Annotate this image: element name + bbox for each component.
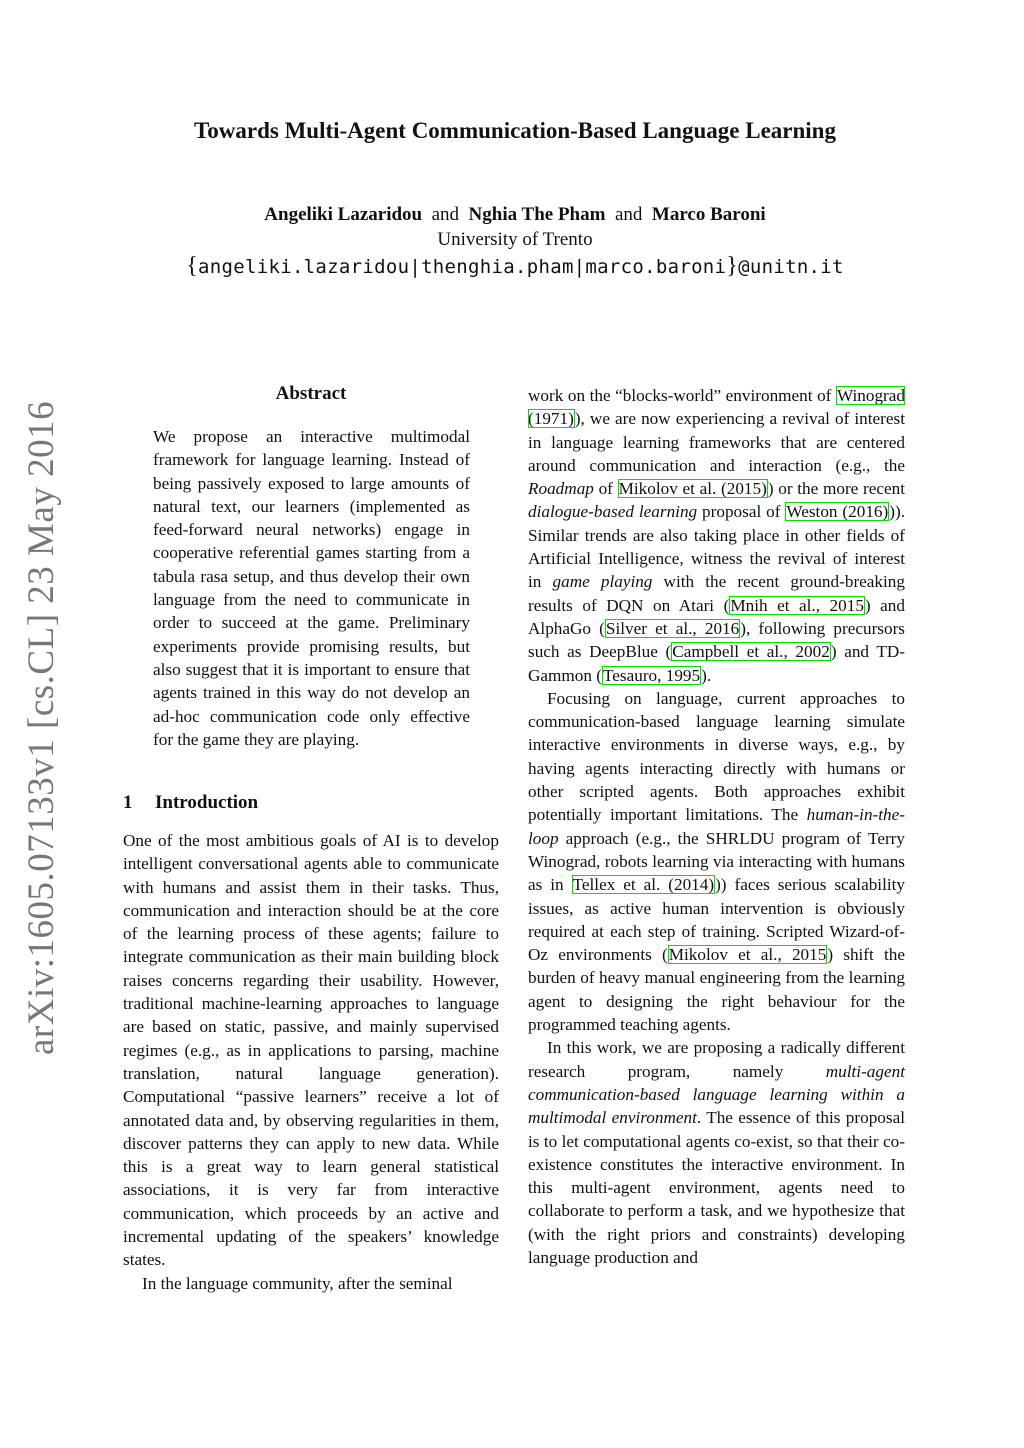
section-title: Introduction	[155, 792, 259, 813]
section-heading-introduction	[123, 792, 499, 814]
paper-title: Towards Multi-Agent Communication-Based Language Learning	[194, 118, 836, 143]
intro-paragraph-2-cont: work on the “blocks-world” environment of Winograd (1971)), we are now experiencing a revival of interest in language learning frameworks that are centered around communication and interaction (e.g., the Roadmap of Mikolov et al. (2015)) or the more recent dialogue-based learning proposal of Weston (2016))). Similar trends are also taking place in other fields of Artificial Intelligence, witness the revival of interest in game playing with the recent ground-breaking results of DQN on Atari (Mnih et al., 2015) and AlphaGo (Silver et al., 2016), following precursors such as DeepBlue (Campbell et al., 2002) and TD-Gammon (Tesauro, 1995).	[528, 386, 906, 685]
arxiv-stamp: arXiv:1605.07133v1 [cs.CL] 23 May 2016	[21, 400, 62, 1055]
citation-link[interactable]: Silver et al., 2016	[605, 618, 740, 638]
right-column-body	[528, 384, 905, 1269]
abstract-heading: Abstract	[275, 383, 347, 404]
intro-paragraph-2-start: In the language community, after the seminal	[142, 1273, 453, 1293]
email-line	[100, 253, 930, 280]
citation-link[interactable]: Winograd (1971)	[528, 386, 905, 429]
citation-link[interactable]: Tellex et al. (2014)	[572, 875, 715, 895]
citation-link[interactable]: Tesauro, 1995	[603, 665, 701, 685]
intro-paragraph-1: One of the most ambitious goals of AI is to develop intelligent conversational agents able to communicate with humans and assist them in their tasks. Thus, communication and interaction should be at the core of the learning process of these agents; failure to integrate communication as their main building block raises concerns regarding their usability. However, traditional machine-learning approaches to language are based on static, passive, and mainly supervised regimes (e.g., as in applications to parsing, machine translation, natural language generation). Computational “passive learners” receive a lot of annotated data and, by observing regularities in them, discover patterns they can apply to new data. While this is a great way to learn general statistical associations, it is very far from interactive communication, which proceeds by an active and incremental updating of the speakers’ knowledge states.	[123, 831, 499, 1270]
author-1: Angeliki Lazaridou	[264, 204, 423, 225]
left-column-body	[123, 829, 499, 1295]
section-number: 1	[123, 792, 133, 813]
citation-link[interactable]: Campbell et al., 2002	[672, 642, 830, 662]
author-line	[100, 204, 930, 226]
intro-paragraph-4: In this work, we are proposing a radically different research program, namely multi-agent communication-based language learning within a multimodal environment. The essence of this proposal is to let computational agents co-exist, so that their co-existence constitutes the interactive environment. In this multi-agent environment, agents need to collaborate to perform a task, and we hypothesize that (with the right priors and constraints) developing language production and	[528, 1038, 905, 1267]
citation-link[interactable]: Mikolov et al., 2015	[668, 945, 827, 965]
author-2: Nghia The Pham	[468, 204, 606, 225]
author-3: Marco Baroni	[651, 204, 766, 225]
email-brace-close: }	[726, 253, 739, 279]
citation-link[interactable]: Mnih et al., 2015	[730, 595, 864, 615]
affiliation: University of Trento	[437, 229, 593, 250]
citation-link[interactable]: Mikolov et al. (2015)	[618, 479, 767, 499]
author-joiner: and	[431, 204, 460, 225]
abstract-text: We propose an interactive multimodal framework for language learning. Instead of being passively exposed to large amounts of natural text, our learners (implemented as feed-forward neural networks) engage in cooperative referential games starting from a tabula rasa setup, and thus develop their own language from the need to communicate in order to succeed at the game. Preliminary experiments provide promising results, but also suggest that it is important to ensure that agents trained in this way do not develop an ad-hoc communication code only effective for the game they are playing.	[153, 427, 470, 749]
author-joiner: and	[614, 204, 643, 225]
email-domain: @unitn.it	[738, 256, 844, 278]
citation-link[interactable]: Weston (2016)	[786, 502, 889, 522]
intro-paragraph-3: Focusing on language, current approaches to communication-based language learning simulate interactive environments in diverse ways, e.g., by having agents interacting directly with humans or other scripted agents. Both approaches exhibit potentially important limitations. The human-in-the-loop approach (e.g., the SHRLDU program of Terry Winograd, robots learning via interacting with humans as in Tellex et al. (2014))) faces serious scalability issues, as active human intervention is obviously required at each step of training. Scripted Wizard-of-Oz environments (Mikolov et al., 2015) shift the burden of heavy manual engineering from the learning agent to designing the right behaviour for the programmed teaching agents.	[528, 688, 906, 1035]
email-names: angeliki.lazaridou|thenghia.pham|marco.baroni	[198, 256, 727, 278]
email-brace-open: {	[186, 253, 199, 279]
